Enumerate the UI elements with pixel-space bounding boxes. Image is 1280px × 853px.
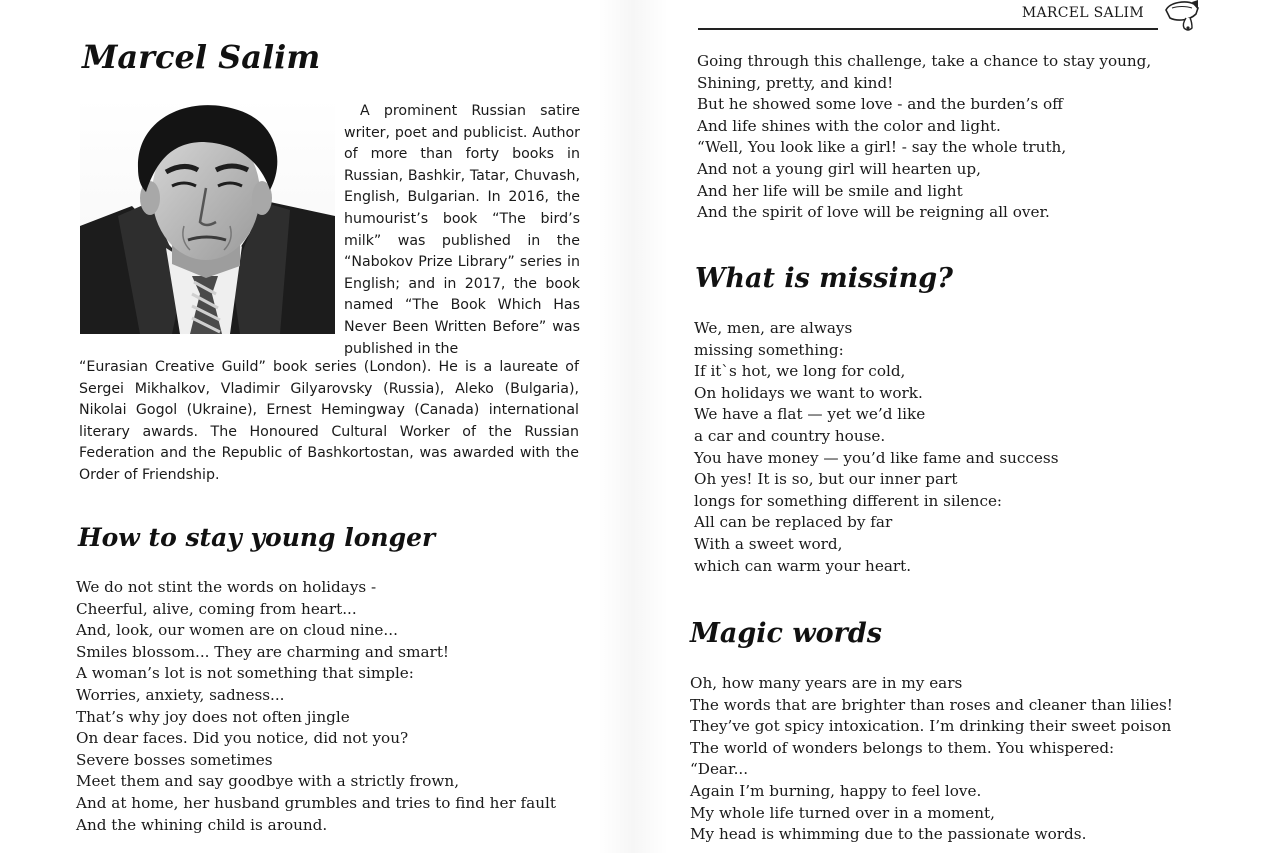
poem-stay-young — [76, 577, 556, 836]
poem-line: Oh, how many years are in my ears — [690, 674, 963, 692]
poem-title-stay-young: How to stay young longer — [78, 523, 436, 552]
poem-line: On dear faces. Did you notice, did not you? — [76, 729, 409, 748]
poem-line: Going through this challenge, take a chance to stay young, — [697, 52, 1152, 70]
poem-line: We have a flat — yet we’d like — [694, 405, 926, 424]
poem-line: With a sweet word, — [694, 534, 843, 553]
poem-line: And life shines with the color and light. — [697, 116, 1001, 135]
poem-line: And the spirit of love will be reigning all over. — [697, 203, 1050, 222]
author-name-heading: Marcel Salim — [82, 38, 321, 76]
poem-title-what-is-missing: What is missing? — [695, 263, 953, 294]
bio-paragraph-bottom: “Eurasian Creative Guild” book series (London). He is a laureate of Sergei Mikhalkov, Vladimir Gilyarovsky (Russia), Aleko (Bulgaria), Nikolai Gogol (Ukraine), Ernest Hemingway (Canada) international literary awards. The Honoured Cultural Worker of the Russian Federation and the Republic of Bashkortostan, was awarded with the Order of Friendship. — [79, 359, 579, 483]
poem-line: That’s why joy does not often jingle — [76, 707, 350, 726]
poem-line: And at home, her husband grumbles and tries to find her fault — [76, 793, 556, 812]
poem-line: a car and country house. — [694, 426, 886, 445]
poem-line: Meet them and say goodbye with a strictly frown, — [76, 772, 460, 791]
poem-line: Again I’m burning, happy to feel love. — [690, 781, 982, 800]
bio-paragraph-top: A prominent Russian satire writer, poet and publicist. Author of more than forty books in Russian, Bashkir, Tatar, Chuvash, English, Bulgarian. In 2016, the humourist’s book “The bird’s milk” was published in the “Nabokov Prize Library” series in English; and in 2017, the book named “The Book Which Has Never Been Written Before” was published in the — [344, 103, 580, 357]
poem-stay-young-continued — [697, 51, 1151, 224]
poem-line: And her life will be smile and light — [697, 181, 963, 200]
poem-line: Severe bosses sometimes — [76, 750, 273, 769]
poem-line: On holidays we want to work. — [694, 383, 923, 402]
poem-line: “Dear... — [690, 760, 749, 779]
poem-title-magic-words: Magic words — [690, 618, 882, 649]
poem-line: which can warm your heart. — [694, 556, 912, 575]
poem-line: My whole life turned over in a moment, — [690, 803, 995, 822]
running-header — [698, 0, 1158, 30]
poem-line: All can be replaced by far — [694, 513, 893, 532]
poem-line: They’ve got spicy intoxication. I’m drinking their sweet poison — [690, 717, 1172, 736]
poem-line: Worries, anxiety, sadness... — [76, 685, 285, 704]
poem-line: Cheerful, alive, coming from heart... — [76, 599, 357, 618]
bio-text-top — [344, 101, 580, 360]
poem-line: We do not stint the words on holidays - — [76, 578, 377, 596]
poem-line: The world of wonders belongs to them. You whispered: — [690, 738, 1115, 757]
poem-line: And not a young girl will hearten up, — [697, 159, 981, 178]
poem-line: “Well, You look like a girl! - say the whole truth, — [697, 138, 1067, 157]
author-portrait — [80, 98, 335, 334]
poem-line: longs for something different in silence: — [694, 491, 1003, 510]
poem-magic-words — [690, 673, 1173, 846]
running-header-text: MARCEL SALIM — [1021, 5, 1144, 21]
bell-ornament-icon — [1162, 0, 1202, 34]
poem-line: Shining, pretty, and kind! — [697, 73, 894, 92]
poem-what-is-missing — [694, 318, 1058, 577]
right-page — [640, 0, 1280, 853]
poem-line: We, men, are always — [694, 319, 853, 337]
poem-line: And, look, our women are on cloud nine... — [76, 621, 398, 640]
poem-line: But he showed some love - and the burden’s off — [697, 95, 1063, 114]
poem-line: Smiles blossom... They are charming and smart! — [76, 642, 450, 661]
poem-line: The words that are brighter than roses and cleaner than lilies! — [690, 695, 1173, 714]
poem-line: Oh yes! It is so, but our inner part — [694, 470, 958, 489]
poem-line: If it`s hot, we long for cold, — [694, 362, 906, 381]
poem-line: A woman’s lot is not something that simple: — [76, 664, 414, 683]
poem-line: You have money — you’d like fame and success — [694, 448, 1059, 467]
poem-line: And the whining child is around. — [76, 815, 328, 834]
poem-line: missing something: — [694, 340, 844, 359]
poem-line: My head is whimming due to the passionate words. — [690, 825, 1087, 844]
